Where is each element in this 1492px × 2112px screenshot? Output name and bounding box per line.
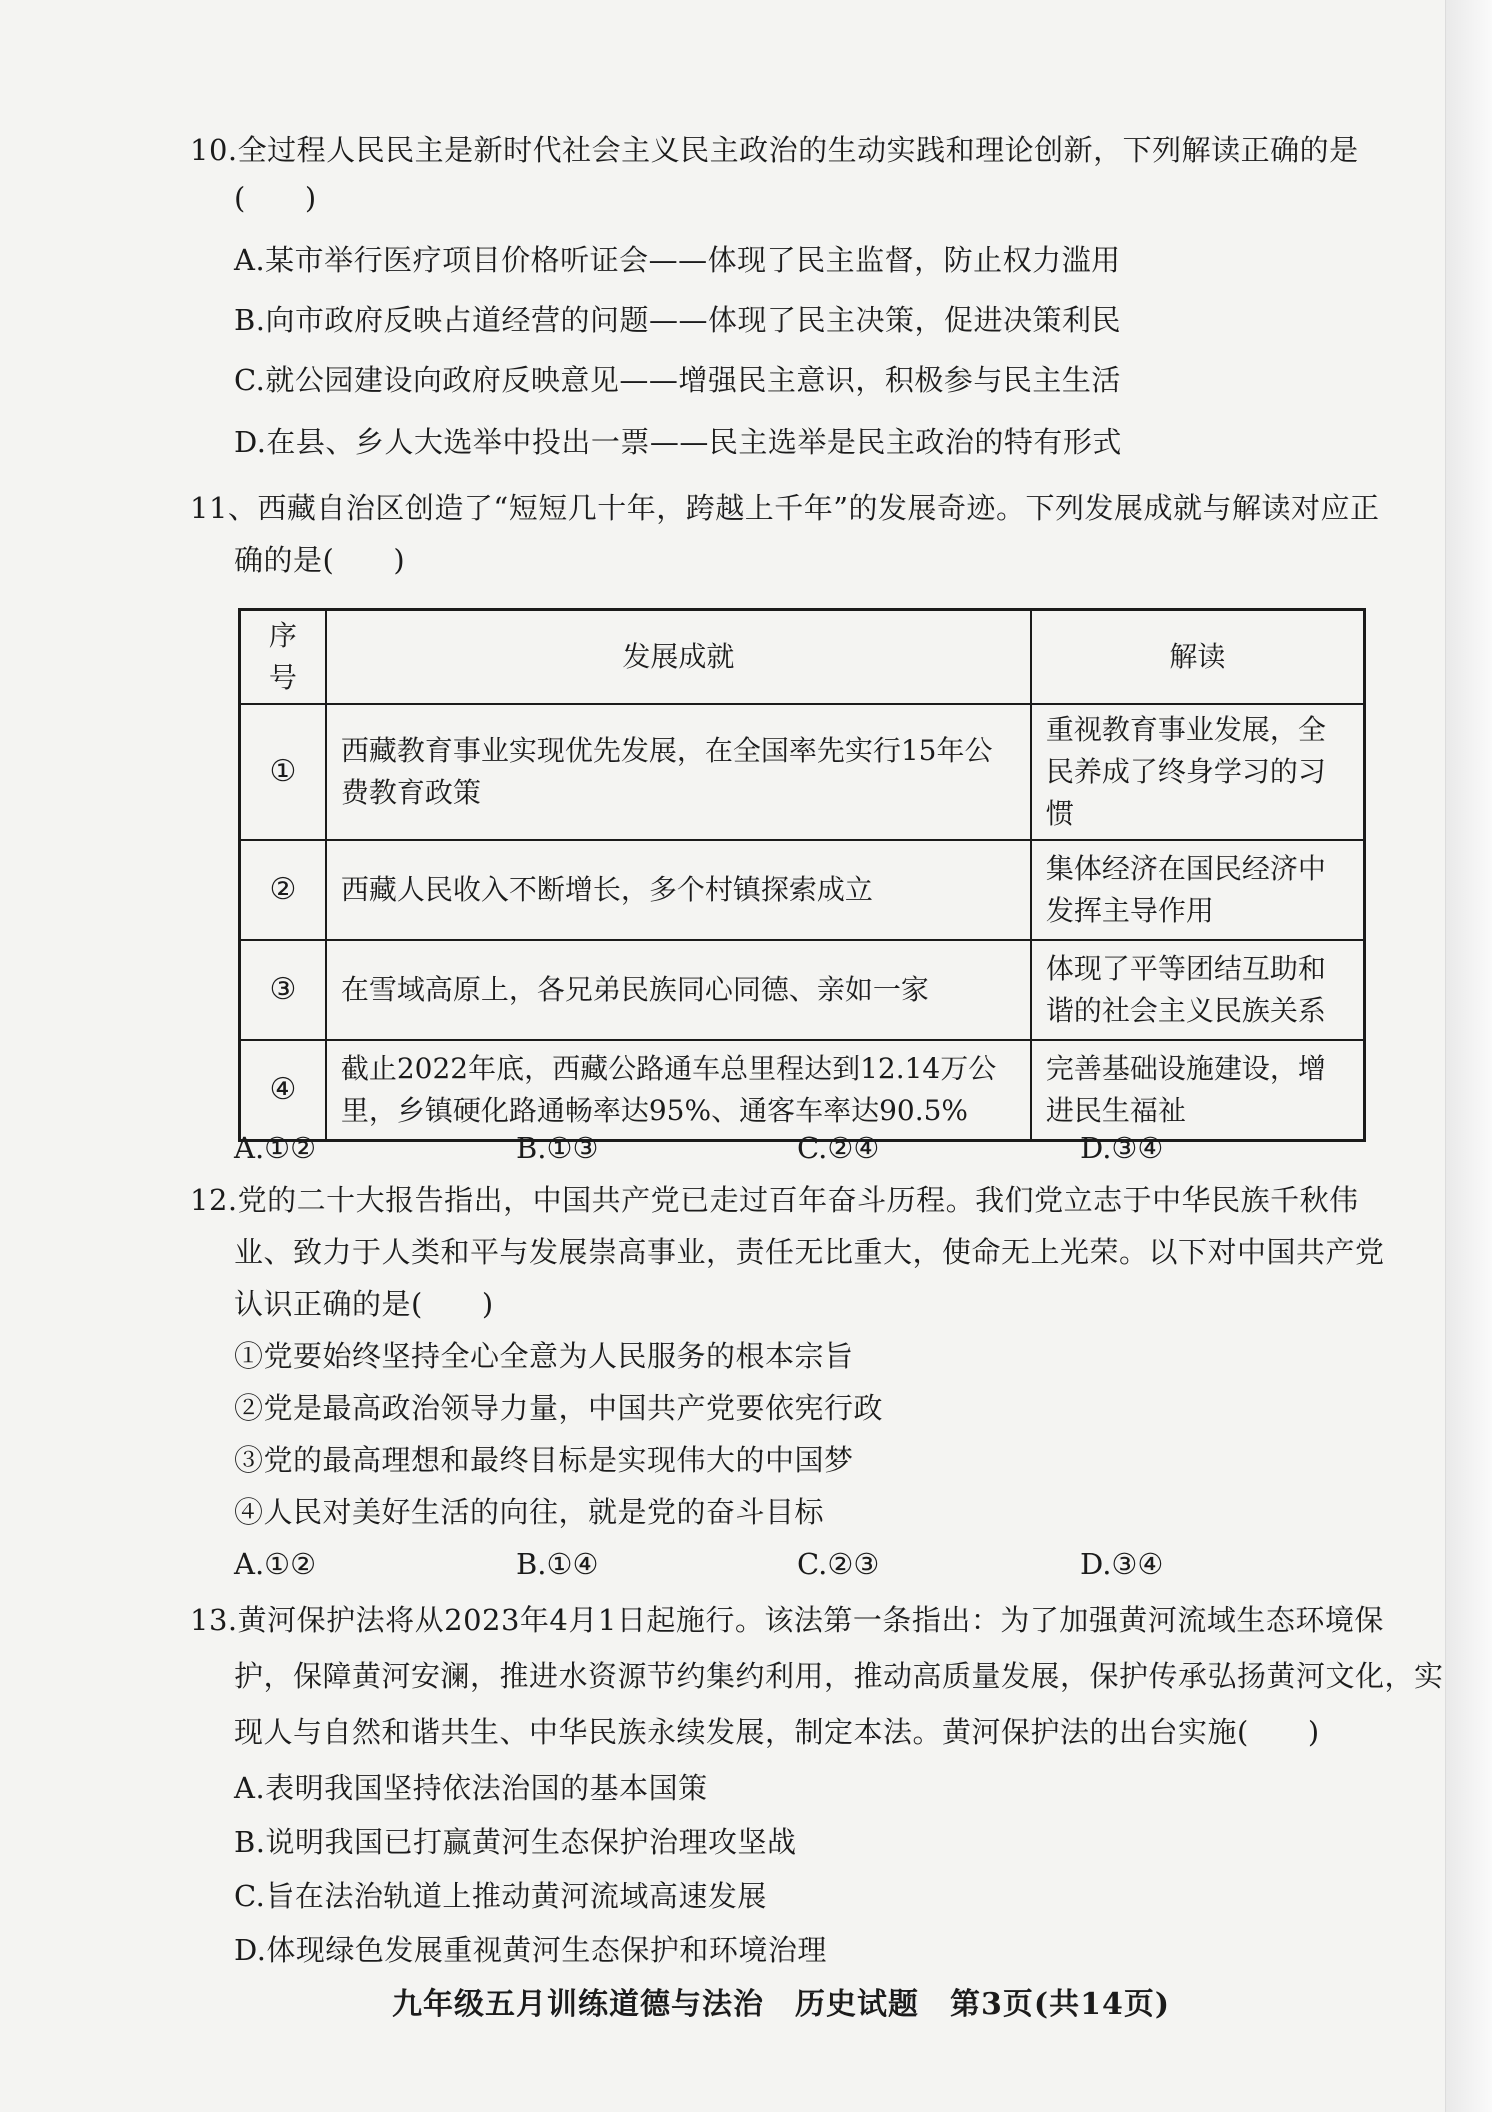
table-row <box>240 1040 1365 1141</box>
row-achievement: 在雪域高原上，各兄弟民族同心同德、亲如一家 <box>326 940 1031 1040</box>
row-no: ② <box>240 840 326 940</box>
q12-statement-4: ④人民对美好生活的向往，就是党的奋斗目标 <box>234 1495 825 1529</box>
row-interpretation: 体现了平等团结互助和谐的社会主义民族关系 <box>1031 940 1365 1040</box>
q10-option-a: A.某市举行医疗项目价格听证会——体现了民主监督，防止权力滥用 <box>234 243 1121 277</box>
row-interpretation: 完善基础设施建设，增进民生福祉 <box>1031 1040 1365 1141</box>
q12-option-c: C.②③ <box>797 1547 880 1581</box>
table-row <box>240 840 1365 940</box>
q12-stem-line3: 认识正确的是( ) <box>234 1287 494 1321</box>
q11-option-b: B.①③ <box>516 1131 599 1165</box>
row-achievement: 截止2022年底，西藏公路通车总里程达到12.14万公里，乡镇硬化路通畅率达95%、通客车率达90.5% <box>326 1040 1031 1141</box>
q13-option-d: D.体现绿色发展重视黄河生态保护和环境治理 <box>234 1933 827 1967</box>
q12-stem-line1: 12.党的二十大报告指出，中国共产党已走过百年奋斗历程。我们党立志于中华民族千秋伟 <box>190 1183 1359 1217</box>
q12-options <box>234 1544 1234 1584</box>
q13-option-b: B.说明我国已打赢黄河生态保护治理攻坚战 <box>234 1825 797 1859</box>
q12-statement-3: ③党的最高理想和最终目标是实现伟大的中国梦 <box>234 1443 854 1477</box>
q12-stem-line2: 业、致力于人类和平与发展崇高事业，责任无比重大，使命无上光荣。以下对中国共产党 <box>234 1235 1385 1269</box>
table-row <box>240 940 1365 1040</box>
q13-option-c: C.旨在法治轨道上推动黄河流域高速发展 <box>234 1879 767 1913</box>
q11-option-a: A.①② <box>234 1131 317 1165</box>
q10-stem: 10.全过程人民民主是新时代社会主义民主政治的生动实践和理论创新，下列解读正确的是 <box>190 133 1359 167</box>
row-no: ① <box>240 704 326 840</box>
q12-statement-2: ②党是最高政治领导力量，中国共产党要依宪行政 <box>234 1391 884 1425</box>
row-achievement: 西藏人民收入不断增长，多个村镇探索成立 <box>326 840 1031 940</box>
q13-stem-line3: 现人与自然和谐共生、中华民族永续发展，制定本法。黄河保护法的出台实施( ) <box>234 1715 1320 1749</box>
q11-stem-line1: 11、西藏自治区创造了“短短几十年，跨越上千年”的发展奇迹。下列发展成就与解读对应正 <box>190 491 1380 525</box>
q13-stem-line1: 13.黄河保护法将从2023年4月1日起施行。该法第一条指出：为了加强黄河流域生态环境保 <box>190 1603 1384 1637</box>
page-edge <box>1445 0 1492 2112</box>
row-interpretation: 集体经济在国民经济中发挥主导作用 <box>1031 840 1365 940</box>
q12-option-b: B.①④ <box>516 1547 599 1581</box>
q12-option-a: A.①② <box>234 1547 317 1581</box>
table-header-row <box>240 610 1365 705</box>
page-footer: 九年级五月训练道德与法治 历史试题 第3页(共14页) <box>392 1987 1171 2022</box>
row-interpretation: 重视教育事业发展，全民养成了终身学习的习惯 <box>1031 704 1365 840</box>
q10-option-c: C.就公园建设向政府反映意见——增强民主意识，积极参与民主生活 <box>234 363 1121 397</box>
table-header-achievement: 发展成就 <box>326 610 1031 705</box>
q13-option-a: A.表明我国坚持依法治国的基本国策 <box>234 1771 708 1805</box>
q12-statement-1: ①党要始终坚持全心全意为人民服务的根本宗旨 <box>234 1339 854 1373</box>
row-achievement: 西藏教育事业实现优先发展，在全国率先实行15年公费教育政策 <box>326 704 1031 840</box>
table-header-interpretation: 解读 <box>1031 610 1365 705</box>
table-header-no: 序号 <box>240 610 326 705</box>
q12-option-d: D.③④ <box>1080 1547 1164 1581</box>
q11-option-d: D.③④ <box>1080 1131 1164 1165</box>
q11-stem-line2: 确的是( ) <box>234 543 406 577</box>
q10-option-b: B.向市政府反映占道经营的问题——体现了民主决策，促进决策利民 <box>234 303 1122 337</box>
q13-stem-line2: 护，保障黄河安澜，推进水资源节约集约利用，推动高质量发展，保护传承弘扬黄河文化，实 <box>234 1659 1444 1693</box>
q10-option-d: D.在县、乡人大选举中投出一票——民主选举是民主政治的特有形式 <box>234 425 1122 459</box>
row-no: ③ <box>240 940 326 1040</box>
q11-options <box>234 1128 1234 1168</box>
q11-option-c: C.②④ <box>797 1131 880 1165</box>
q10-blank: ( ) <box>234 181 317 215</box>
table-row <box>240 704 1365 840</box>
row-no: ④ <box>240 1040 326 1141</box>
q11-table <box>238 608 1366 1142</box>
